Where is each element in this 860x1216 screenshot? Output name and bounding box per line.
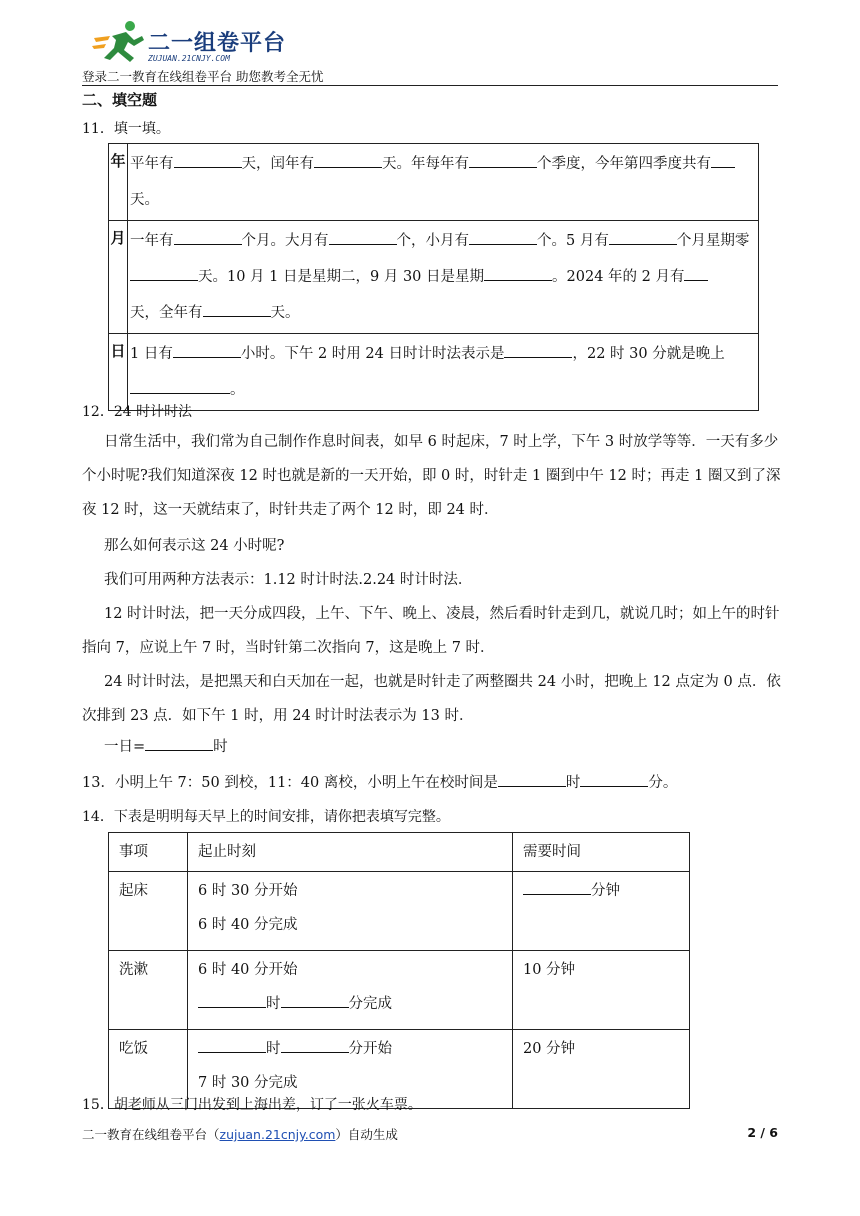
q15-text: 15．胡老师从三门出发到上海出差，订了一张火车票。 (82, 1097, 422, 1113)
q12-paragraph: 12 时计时法，把一天分成四段，上午、下午、晚上、凌晨，然后看时针走到几，就说几时；如上午的时针指向 7，应说上午 7 时，当时针第二次指向 7，这是晚上 7 时． (82, 606, 780, 656)
q11-number: 11．填一填。 (82, 121, 170, 137)
answer-blank[interactable] (314, 153, 382, 168)
row-content-year: 平年有 天，闰年有 天。年每年有 个季度，今年第四季度共有 天。 (128, 144, 759, 221)
section-title: 二、填空题 (82, 91, 158, 109)
column-header: 事项 (109, 833, 188, 872)
answer-blank[interactable] (174, 153, 242, 168)
answer-blank[interactable] (130, 266, 198, 281)
header-tagline: 登录二一教育在线组卷平台 助您教考全无忧 (82, 69, 324, 84)
answer-blank[interactable] (504, 343, 572, 358)
time-cell: 时 分开始 7 时 30 分完成 (188, 1030, 513, 1109)
table-row (109, 144, 759, 221)
row-head-month: 月 (109, 221, 128, 334)
q13: 13．小明上午 7：50 到校，11：40 离校，小明上午在校时间是 时 分。 (82, 766, 782, 800)
answer-blank[interactable] (329, 230, 397, 245)
row-content-month: 一年有 个月。大月有 个，小月有 个。5 月有 个月星期零 天。10 月 1 日是星期二，9 月 30 日是星期 。2024 年的 2 月有 天，全年有 天。 (128, 221, 759, 334)
column-header: 需要时间 (513, 833, 690, 872)
need-cell: 分钟 (513, 872, 690, 951)
answer-blank[interactable] (711, 153, 735, 168)
table-row (109, 951, 690, 1030)
answer-blank[interactable] (484, 266, 552, 281)
q14-number: 14．下表是明明每天早上的时间安排，请你把表填写完整。 (82, 809, 450, 825)
need-cell: 10 分钟 (513, 951, 690, 1030)
time-cell: 6 时 40 分开始 时 分完成 (188, 951, 513, 1030)
item-cell: 起床 (109, 872, 188, 951)
footer-link[interactable]: zujuan.21cnjy.com (219, 1127, 336, 1142)
answer-blank[interactable] (174, 230, 242, 245)
row-head-year: 年 (109, 144, 128, 221)
q12-fill: 一日= 时 (82, 730, 782, 764)
answer-blank[interactable] (173, 343, 241, 358)
q12-paragraph: 24 时计时法，是把黑天和白天加在一起，也就是时针走了两整圈共 24 小时，把晚上 12 点定为 0 点．依次排到 23 点．如下午 1 时，用 24 时计时法表示为 13 时． (82, 674, 781, 724)
q12-paragraph: 日常生活中，我们常为自己制作作息时间表，如早 6 时起床，7 时上学，下午 3 时放学等等．一天有多少个小时呢?我们知道深夜 12 时也就是新的一天开始，即 0 时，时针走 1 圈到中午 12 时；再走 1 圈又到了深夜 12 时，这一天就结束了，时针共走了两个 12 时，即 24 时． (82, 434, 781, 518)
answer-blank[interactable] (684, 266, 708, 281)
time-cell: 6 时 30 分开始 6 时 40 分完成 (188, 872, 513, 951)
q12-paragraph: 我们可用两种方法表示：1.12 时计时法.2.24 时计时法． (104, 572, 473, 588)
item-cell: 吃饭 (109, 1030, 188, 1109)
row-content-day: 1 日有 小时。下午 2 时用 24 日时计时法表示是 ，22 时 30 分就是晚上 。 (128, 334, 759, 411)
answer-blank[interactable] (198, 1038, 266, 1053)
answer-blank[interactable] (203, 302, 271, 317)
column-header: 起止时刻 (188, 833, 513, 872)
table-row (109, 221, 759, 334)
answer-blank[interactable] (580, 772, 648, 787)
runner-logo-icon (90, 18, 150, 66)
header-divider (82, 85, 778, 86)
answer-blank[interactable] (523, 880, 591, 895)
q12-number: 12．24 时计时法 (82, 404, 193, 420)
table-row (109, 872, 690, 951)
q12-paragraph: 那么如何表示这 24 小时呢? (104, 538, 285, 554)
item-cell: 洗漱 (109, 951, 188, 1030)
answer-blank[interactable] (130, 379, 230, 394)
footer-source: 二一教育在线组卷平台（zujuan.21cnjy.com）自动生成 (82, 1127, 398, 1142)
row-head-day: 日 (109, 334, 128, 411)
answer-blank[interactable] (281, 993, 349, 1008)
answer-blank[interactable] (469, 230, 537, 245)
table-row (109, 334, 759, 411)
answer-blank[interactable] (469, 153, 537, 168)
logo-text: 二一组卷平台 (148, 31, 287, 56)
answer-blank[interactable] (609, 230, 677, 245)
table-header-row (109, 833, 690, 872)
answer-blank[interactable] (498, 772, 566, 787)
q14-table (108, 832, 690, 1109)
logo-subtitle: ZUJUAN.21CNJY.COM (148, 54, 230, 63)
answer-blank[interactable] (281, 1038, 349, 1053)
need-cell: 20 分钟 (513, 1030, 690, 1109)
q11-table (108, 143, 759, 411)
page-number: 2 / 6 (747, 1125, 778, 1140)
answer-blank[interactable] (145, 736, 213, 751)
answer-blank[interactable] (198, 993, 266, 1008)
